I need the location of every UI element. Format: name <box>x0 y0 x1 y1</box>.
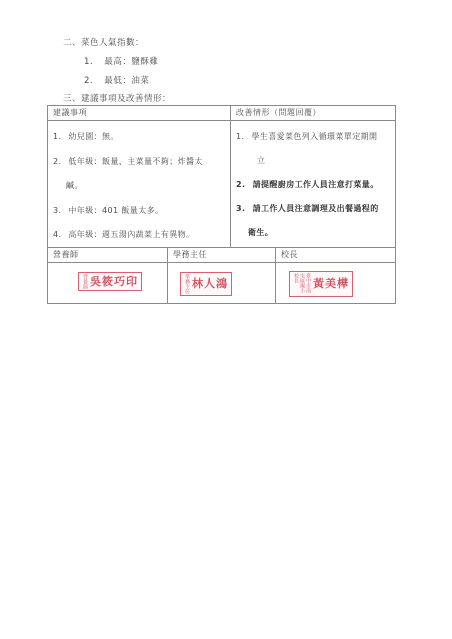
responses-cell <box>231 121 396 248</box>
signature-cell-director <box>168 263 276 304</box>
responses-header: 改善情形（問題回覆） <box>231 106 396 121</box>
item-text: 最高：鹽酥雞 <box>104 57 159 67</box>
suggestion-item: 1. 幼兒園：無。 <box>53 132 119 141</box>
signature-cell-principal <box>276 263 396 304</box>
feedback-table <box>47 105 396 304</box>
principal-stamp: 臺中市南屯區國小校長 黃美樺 <box>289 271 353 297</box>
item-number: 2. <box>84 76 94 86</box>
response-item-continued: 立 <box>257 156 266 165</box>
response-item: 2. 請提醒廚房工作人員注意打菜量。 <box>236 180 379 189</box>
signature-title-nutritionist: 營養師 <box>48 248 168 263</box>
suggestion-item: 4. 高年級：週五湯內蔬菜上有異物。 <box>53 230 195 239</box>
suggestion-item: 2. 低年級：飯量、主菜量不夠；炸醬太 <box>53 157 203 166</box>
item-text: 最低：油菜 <box>104 76 150 86</box>
unpopular-dish-item <box>84 74 149 86</box>
suggestions-header: 建議事項 <box>48 106 231 121</box>
section3-heading: 三、建議事項及改善情形： <box>63 94 172 104</box>
suggestions-cell <box>48 121 231 248</box>
popular-dish-item <box>84 55 158 67</box>
response-item: 1. 學生喜愛菜色列入循環菜單定期開 <box>236 132 378 141</box>
director-stamp: 學務主任 林人鴻 <box>180 272 232 296</box>
signature-title-principal: 校長 <box>276 248 396 263</box>
suggestion-item: 3. 中年級：401 飯量太多。 <box>53 206 164 215</box>
section2-heading: 二、菜色人氣指數： <box>63 38 145 48</box>
signature-title-director: 學務主任 <box>168 248 276 263</box>
response-item: 3. 請工作人員注意調理及出餐過程的 <box>236 204 379 213</box>
signature-cell-nutritionist <box>48 263 168 304</box>
response-item-continued: 衛生。 <box>248 228 274 237</box>
nutritionist-stamp: 營養師 吳筱巧印 <box>78 272 142 291</box>
item-number: 1. <box>84 57 94 67</box>
suggestion-item-continued: 鹹。 <box>66 181 83 190</box>
